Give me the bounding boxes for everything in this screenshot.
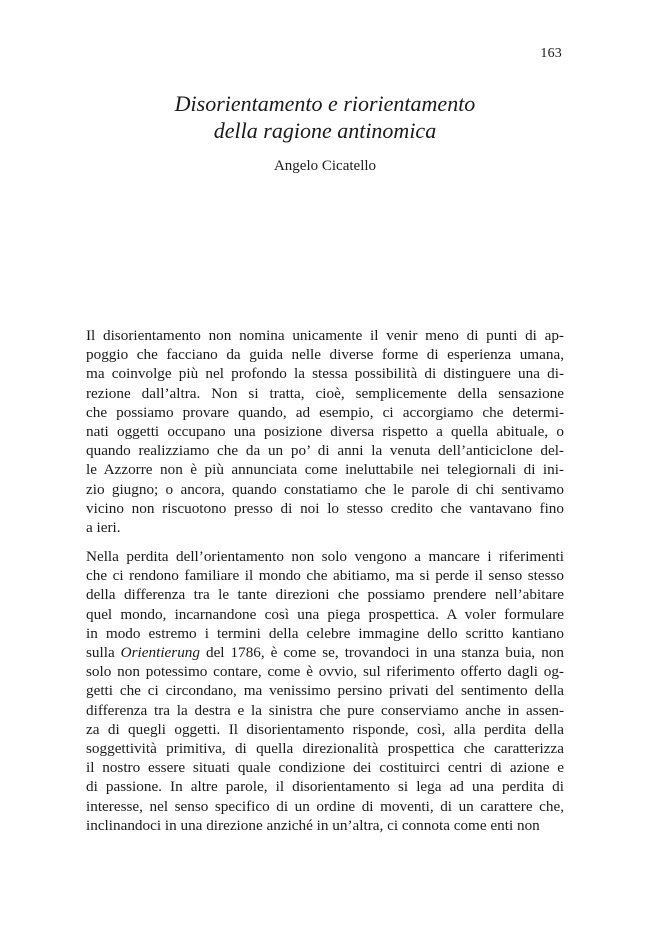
text-line: di passione. In altre parole, il disorientamento si lega ad una perdita di bbox=[86, 778, 564, 796]
article-title bbox=[0, 90, 650, 144]
text-line: Il disorientamento non nomina unicamente il venir meno di punti di ap- bbox=[86, 327, 564, 344]
text-line: rezione dall’altra. Non si tratta, cioè, semplicemente della sensazione bbox=[86, 384, 564, 402]
text-line: nati oggetti occupano una posizione diversa rispetto a quella abituale, o bbox=[86, 422, 564, 440]
paragraph bbox=[86, 547, 564, 835]
text-line: a ieri. bbox=[86, 518, 121, 536]
text-line: differenza tra la destra e la sinistra che pure conserviamo anche in assen- bbox=[86, 701, 564, 719]
text-line: soggettività primitiva, di quella direzionalità prospettica che caratterizza bbox=[86, 739, 564, 757]
author-name: Angelo Cicatello bbox=[273, 158, 377, 174]
text-line: il nostro essere situati quale condizione dei costituirci centri di azione e bbox=[86, 759, 564, 777]
text-line: solo non potessimo contare, come è ovvio, sul riferimento offerto dagli og- bbox=[86, 663, 564, 681]
title-line-1: Disorientamento e riorientamento bbox=[174, 91, 476, 116]
text-fragment: del 1786, è come se, trovandoci in una stanza buia, non bbox=[199, 644, 564, 661]
text-line: quando realizziamo che da un po’ di anni la venuta dell’anticiclone del- bbox=[86, 442, 564, 460]
text-line: della differenza tra le tante direzioni che possiamo prendere nell’abitare bbox=[86, 586, 564, 604]
text-line: che ci rendono familiare il mondo che abitiamo, ma si perde il senso stesso bbox=[86, 567, 564, 585]
text-line: in modo estremo i termini della celebre immagine dello scritto kantiano bbox=[86, 624, 564, 642]
text-line: zio giugno; o ancora, quando constatiamo che le parole di chi sentivamo bbox=[86, 480, 564, 498]
text-line: vicino non riscuotono presso di noi lo stesso credito che vantavano fino bbox=[86, 499, 564, 517]
text-line: quel mondo, incarnandone così una piega prospettica. A voler formulare bbox=[86, 605, 564, 623]
text-line: le Azzorre non è più annunciata come ineluttabile nei telegiornali di ini- bbox=[86, 461, 564, 479]
italic-term: Orientierung bbox=[120, 644, 200, 661]
text-line: interesse, nel senso specifico di un ordine di moventi, di un carattere che, bbox=[86, 797, 564, 815]
text-line: getti che ci circondano, ma venissimo persino privati del sentimento della bbox=[86, 682, 564, 700]
page-number: 163 bbox=[540, 46, 562, 61]
text-line: inclinandoci in una direzione anziché in un’altra, ci connota come enti non bbox=[86, 816, 540, 834]
text-fragment: sulla bbox=[86, 644, 121, 661]
text-line bbox=[86, 643, 564, 662]
text-line: ma coinvolge più nel profondo la stessa possibilità di distinguere una di- bbox=[86, 365, 564, 383]
body-text bbox=[86, 326, 564, 845]
text-line: poggio che facciano da guida nelle diverse forme di esperienza umana, bbox=[86, 346, 564, 364]
text-line: Nella perdita dell’orientamento non solo vengono a mancare i riferimenti bbox=[86, 548, 564, 566]
paragraph bbox=[86, 326, 564, 537]
title-line-2: della ragione antinomica bbox=[213, 118, 437, 143]
text-line: za di quegli oggetti. Il disorientamento risponde, così, alla perdita della bbox=[86, 720, 564, 738]
text-line: che possiamo provare quando, ad esempio, ci accorgiamo che determi- bbox=[86, 403, 564, 421]
